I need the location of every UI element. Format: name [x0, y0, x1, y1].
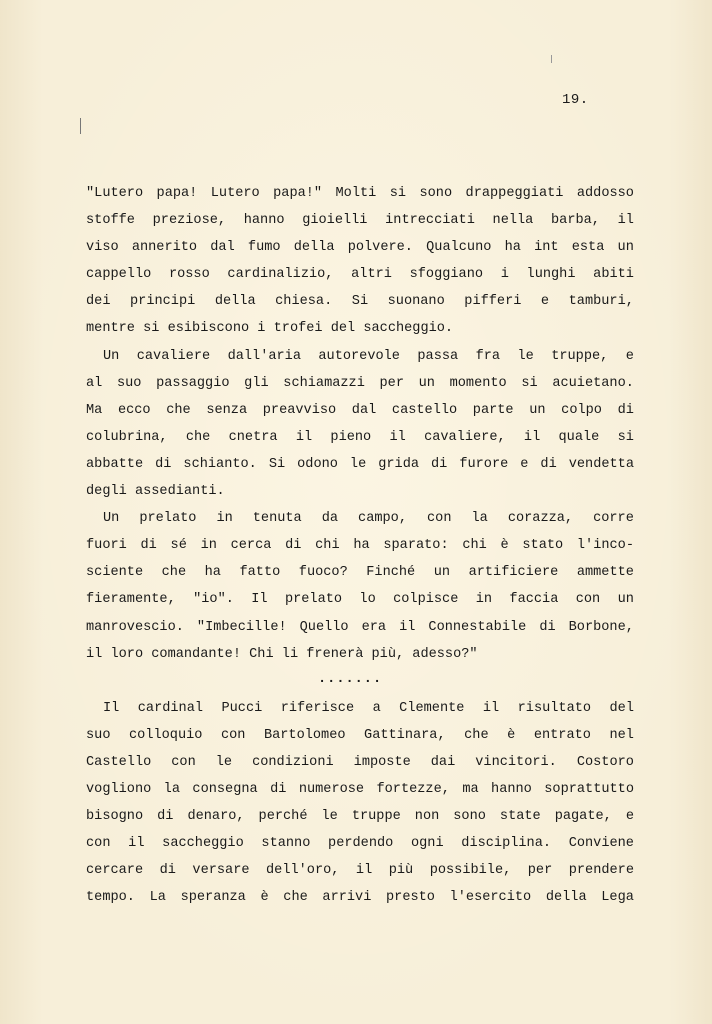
word: chi [462, 538, 487, 554]
word: fuoco? [298, 565, 348, 581]
word: momento [449, 375, 507, 391]
text-line [86, 288, 634, 315]
text-line [86, 397, 634, 424]
word: Ma [86, 402, 103, 418]
text-line: degli assedianti. [86, 484, 225, 500]
word: rosso [168, 267, 210, 283]
word: e [540, 294, 550, 310]
scan-mark [551, 55, 552, 63]
word: gioielli [302, 213, 368, 229]
word: della [214, 294, 256, 310]
word: da [321, 511, 339, 527]
word: il [523, 429, 541, 445]
text-line [86, 749, 634, 776]
word: artificiere [468, 565, 559, 581]
word: e [520, 456, 529, 472]
word: Pucci [221, 700, 263, 716]
word: il [355, 863, 373, 879]
word: in [475, 592, 493, 608]
text-line [86, 559, 634, 586]
word: cercare [86, 863, 144, 879]
word: "io". [193, 592, 234, 608]
word: vogliono [86, 782, 152, 798]
word: di [140, 538, 157, 554]
word: i [500, 267, 509, 283]
word: di [285, 538, 302, 554]
word: cavaliere [136, 348, 211, 364]
word: colubrina, [86, 429, 168, 445]
word: numerose [298, 782, 365, 798]
word: perché [258, 809, 308, 825]
word: autorevole [318, 348, 400, 364]
word: campo, [358, 511, 407, 527]
word: Si [268, 456, 286, 472]
word: speranza [180, 890, 246, 906]
text-line [86, 343, 634, 370]
word: la [471, 511, 488, 527]
word: Un [103, 348, 120, 364]
word: truppe, [551, 348, 609, 364]
word: con [220, 727, 246, 743]
text-line [86, 614, 634, 641]
text-line [86, 532, 634, 559]
word: vendetta [568, 456, 634, 472]
word: riferisce [280, 700, 355, 716]
word: un [529, 402, 546, 418]
word: sono [419, 186, 453, 201]
word: "Lutero [86, 186, 144, 201]
word: sciente [86, 565, 144, 581]
word: gli [244, 375, 269, 391]
word: che [283, 890, 308, 906]
word: int [534, 240, 559, 256]
word: grida [378, 456, 420, 472]
word: schianto. [183, 456, 257, 472]
word: polvere. [347, 240, 413, 256]
text-line: il loro comandante! Chi li frenerà più, adesso?" [86, 646, 478, 662]
text-line [86, 803, 634, 830]
word: truppe [351, 809, 401, 825]
word: acuietano. [552, 375, 634, 391]
word: prendere [568, 863, 634, 879]
word: bisogno [86, 809, 144, 825]
word: sparato: [383, 538, 449, 554]
word: un [617, 240, 634, 256]
word: Lega [601, 890, 634, 906]
word: si [389, 186, 407, 201]
word: pifferi [464, 294, 522, 310]
word: arrivi [322, 890, 372, 906]
word: il [295, 429, 313, 445]
word: a [372, 700, 381, 716]
word: denaro, [187, 809, 245, 825]
word: di [159, 863, 176, 879]
word: principi [130, 294, 196, 310]
word: Molti [335, 186, 377, 201]
word: la [163, 782, 180, 798]
word: versare [192, 863, 250, 879]
word: colpisce [393, 592, 459, 608]
word: del [609, 700, 634, 716]
word: il [482, 700, 500, 716]
page-number: 19. [562, 92, 589, 108]
word: nel [609, 727, 634, 743]
word: ha [353, 538, 370, 554]
word: della [545, 890, 587, 906]
word: stoffe [86, 213, 135, 229]
word: le [321, 809, 338, 825]
text-line [86, 830, 634, 857]
word: corre [593, 511, 634, 527]
word: imposte [353, 754, 411, 770]
word: castello [391, 402, 458, 418]
word: cnetra [228, 429, 278, 445]
word: altri [351, 267, 392, 283]
word: di [270, 782, 287, 798]
word: passa [417, 348, 459, 364]
word: dall'aria [227, 348, 301, 364]
word: La [149, 890, 166, 906]
word: che [185, 429, 211, 445]
word: dei [86, 294, 111, 310]
word: è [500, 538, 509, 554]
word: tempo. [86, 890, 135, 906]
text-line [86, 884, 634, 911]
word: passaggio [156, 375, 230, 391]
word: cardinal [137, 700, 204, 716]
word: le [349, 456, 367, 472]
word: le [517, 348, 534, 364]
word: manrovescio. [86, 619, 184, 635]
word: risultato [517, 700, 592, 716]
word: per [379, 375, 404, 391]
section-separator: ....... [318, 671, 383, 687]
word: cavaliere, [424, 429, 506, 445]
word: pagate, [554, 809, 612, 825]
word: era [361, 619, 387, 635]
text-line [86, 857, 634, 884]
word: di [617, 402, 634, 418]
word: il [389, 429, 406, 445]
word: cerca [230, 538, 272, 554]
word: un [418, 375, 435, 391]
word: e [625, 348, 634, 364]
margin-mark [80, 118, 81, 134]
word: abbatte [86, 456, 144, 472]
word: Conviene [568, 836, 634, 852]
word: ammette [576, 565, 634, 581]
word: non [414, 809, 440, 825]
word: il [617, 213, 634, 229]
word: l'esercito [449, 890, 532, 906]
body-text [86, 180, 634, 912]
text-line [86, 722, 634, 749]
word: ha [204, 565, 221, 581]
word: il [128, 836, 145, 852]
word: ma [462, 782, 479, 798]
word: Quello [299, 619, 349, 635]
word: abiti [593, 267, 634, 283]
word: con [575, 592, 601, 608]
word: di [157, 809, 174, 825]
word: sono [453, 809, 486, 825]
text-line [86, 180, 634, 207]
word: suo [116, 375, 142, 391]
word: che [464, 727, 489, 743]
word: saccheggio [162, 836, 244, 852]
word: sé [170, 538, 187, 554]
word: e [625, 809, 634, 825]
word: Finché [366, 565, 416, 581]
word: hanno [243, 213, 285, 229]
word: Qualcuno [426, 240, 492, 256]
word: che [166, 402, 191, 418]
word: odono [297, 456, 338, 472]
word: quale [558, 429, 600, 445]
word: della [293, 240, 335, 256]
word: lo [359, 592, 376, 608]
text-line [86, 776, 634, 803]
word: con [427, 511, 452, 527]
text-line [86, 586, 634, 613]
word: papa!" [273, 186, 323, 201]
word: un [617, 592, 634, 608]
word: soprattutto [544, 782, 634, 798]
word: con [86, 836, 111, 852]
word: prelato [139, 511, 197, 527]
word: cappello [86, 267, 152, 283]
word: entrato [533, 727, 591, 743]
word: fatto [239, 565, 281, 581]
word: stanno [261, 836, 311, 852]
word: Castello [86, 754, 152, 770]
word: che [161, 565, 187, 581]
word: Borbone, [568, 619, 634, 635]
word: chiesa. [275, 294, 333, 310]
word: Il [251, 592, 268, 608]
word: barba, [551, 213, 600, 229]
word: Costoro [576, 754, 634, 770]
word: faccia [509, 592, 559, 608]
word: papa! [156, 186, 198, 201]
word: Gattinara, [364, 727, 446, 743]
word: preziose, [152, 213, 227, 229]
word: al [86, 375, 103, 391]
word: colpo [561, 402, 602, 418]
text-line [86, 207, 634, 234]
word: cardinalizio, [227, 267, 334, 283]
text-line [86, 234, 634, 261]
word: addosso [576, 186, 634, 201]
word: senza [206, 402, 248, 418]
word: con [171, 754, 196, 770]
text-line [86, 451, 634, 478]
word: preavviso [262, 402, 337, 418]
word: Il [103, 700, 120, 716]
word: Lutero [210, 186, 260, 201]
word: corazza, [507, 511, 574, 527]
word: drappeggiati [465, 186, 564, 201]
word: possibile, [429, 863, 512, 879]
text-line [86, 695, 634, 722]
word: il [399, 619, 416, 635]
word: perdendo [328, 836, 394, 852]
word: parte [472, 402, 514, 418]
word: consegna [192, 782, 258, 798]
word: schiamazzi [283, 375, 365, 391]
word: è [507, 727, 516, 743]
text-line [86, 370, 634, 397]
text-line [86, 424, 634, 451]
word: le [215, 754, 233, 770]
word: fuori [86, 538, 127, 554]
word: colloquio [129, 727, 203, 743]
word: tamburi, [568, 294, 634, 310]
word: tenuta [252, 511, 302, 527]
word: viso [86, 240, 119, 256]
word: sfoggiano [409, 267, 484, 283]
word: intrecciati [385, 213, 475, 229]
word: condizioni [252, 754, 334, 770]
word: fieramente, [86, 592, 176, 608]
word: Clemente [399, 700, 465, 716]
word: stato [522, 538, 564, 554]
word: per [527, 863, 553, 879]
word: "Imbecille! [196, 619, 287, 635]
word: Si [351, 294, 369, 310]
word: disciplina. [461, 836, 552, 852]
word: dal [210, 240, 235, 256]
word: Connestabile [428, 619, 527, 635]
word: dai [430, 754, 456, 770]
word: state [499, 809, 541, 825]
word: lunghi [526, 267, 576, 283]
word: in [200, 538, 217, 554]
word: di [540, 456, 557, 472]
word: fumo [247, 240, 281, 256]
word: in [216, 511, 233, 527]
word: di [155, 456, 172, 472]
word: si [521, 375, 538, 391]
text-line [86, 505, 634, 532]
word: pieno [330, 429, 372, 445]
word: di [431, 456, 448, 472]
word: annerito [131, 240, 198, 256]
word: vincitori. [475, 754, 557, 770]
text-line [86, 261, 634, 288]
word: chi [315, 538, 340, 554]
word: fortezze, [376, 782, 450, 798]
word: ha [504, 240, 521, 256]
word: dell'oro, [266, 863, 340, 879]
word: dal [351, 402, 377, 418]
word: nella [492, 213, 534, 229]
text-line: mentre si esibiscono i trofei del saccheggio. [86, 321, 454, 337]
word: suonano [387, 294, 445, 310]
word: hanno [491, 782, 532, 798]
word: prelato [284, 592, 343, 608]
word: esta [571, 240, 605, 256]
word: è [260, 890, 269, 906]
word: furore [459, 456, 509, 472]
word: di [539, 619, 556, 635]
word: un [433, 565, 451, 581]
word: l'inco- [576, 538, 634, 554]
word: suo [86, 727, 111, 743]
word: Bartolomeo [263, 727, 346, 743]
word: si [617, 429, 634, 445]
word: presto [386, 890, 435, 906]
word: ecco [117, 402, 151, 418]
word: Un [103, 511, 120, 527]
word: più [388, 863, 414, 879]
word: fra [475, 348, 501, 364]
word: ogni [410, 836, 444, 852]
